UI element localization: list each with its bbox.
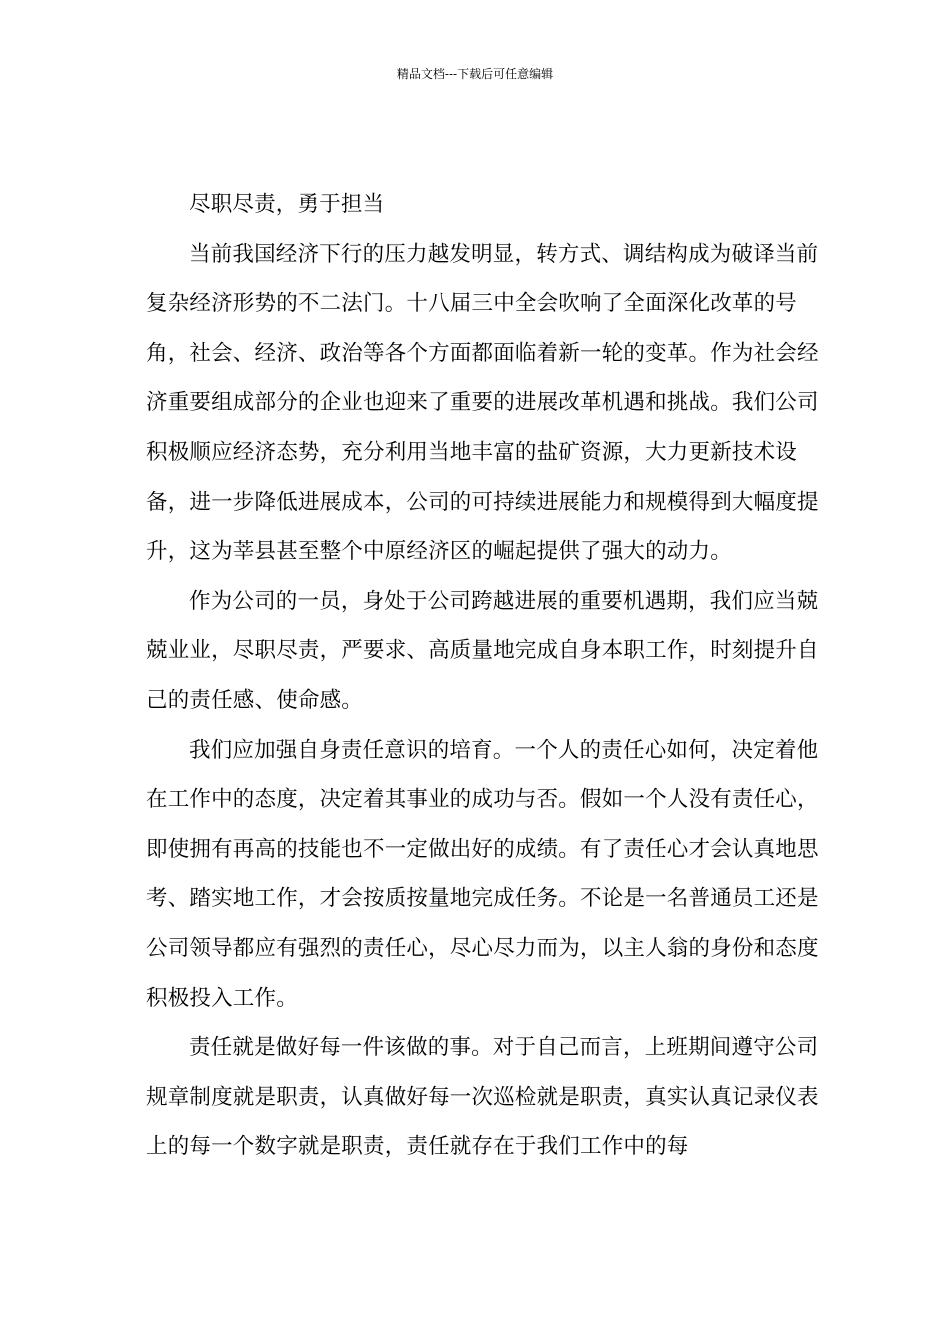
page-header: 精品文档---下载后可任意编辑 xyxy=(396,67,554,81)
paragraph-2: 作为公司的一员，身处于公司跨越进展的重要机遇期，我们应当兢兢业业，尽职尽责，严要求、高质量地完成自身本职工作，时刻提升自己的责任感、使命感。 xyxy=(146,588,819,713)
document-title: 尽职尽责，勇于担当 xyxy=(189,192,385,217)
paragraph-4: 责任就是做好每一件该做的事。对于自己而言，上班期间遵守公司规章制度就是职责，认真做好每一次巡检就是职责，真实认真记录仪表上的每一个数字就是职责，责任就存在于我们工作中的每 xyxy=(146,1035,819,1160)
paragraph-1: 当前我国经济下行的压力越发明显，转方式、调结构成为破译当前复杂经济形势的不二法门。十八届三中全会吹响了全面深化改革的号角，社会、经济、政治等各个方面都面临着新一轮的变革。作为社会经济重要组成部分的企业也迎来了重要的进展改革机遇和挑战。我们公司积极顺应经济态势，充分利用当地丰富的盐矿资源，大力更新技术设备，进一步降低进展成本，公司的可持续进展能力和规模得到大幅度提升，这为莘县甚至整个中原经济区的崛起提供了强大的动力。 xyxy=(146,241,819,565)
paragraph-3: 我们应加强自身责任意识的培育。一个人的责任心如何，决定着他在工作中的态度，决定着其事业的成功与否。假如一个人没有责任心，即使拥有再高的技能也不一定做出好的成绩。有了责任心才会认真地思考、踏实地工作，才会按质按量地完成任务。不论是一名普通员工还是公司领导都应有强烈的责任心，尽心尽力而为，以主人翁的身份和态度积极投入工作。 xyxy=(146,737,819,1011)
document-body xyxy=(146,180,822,1172)
